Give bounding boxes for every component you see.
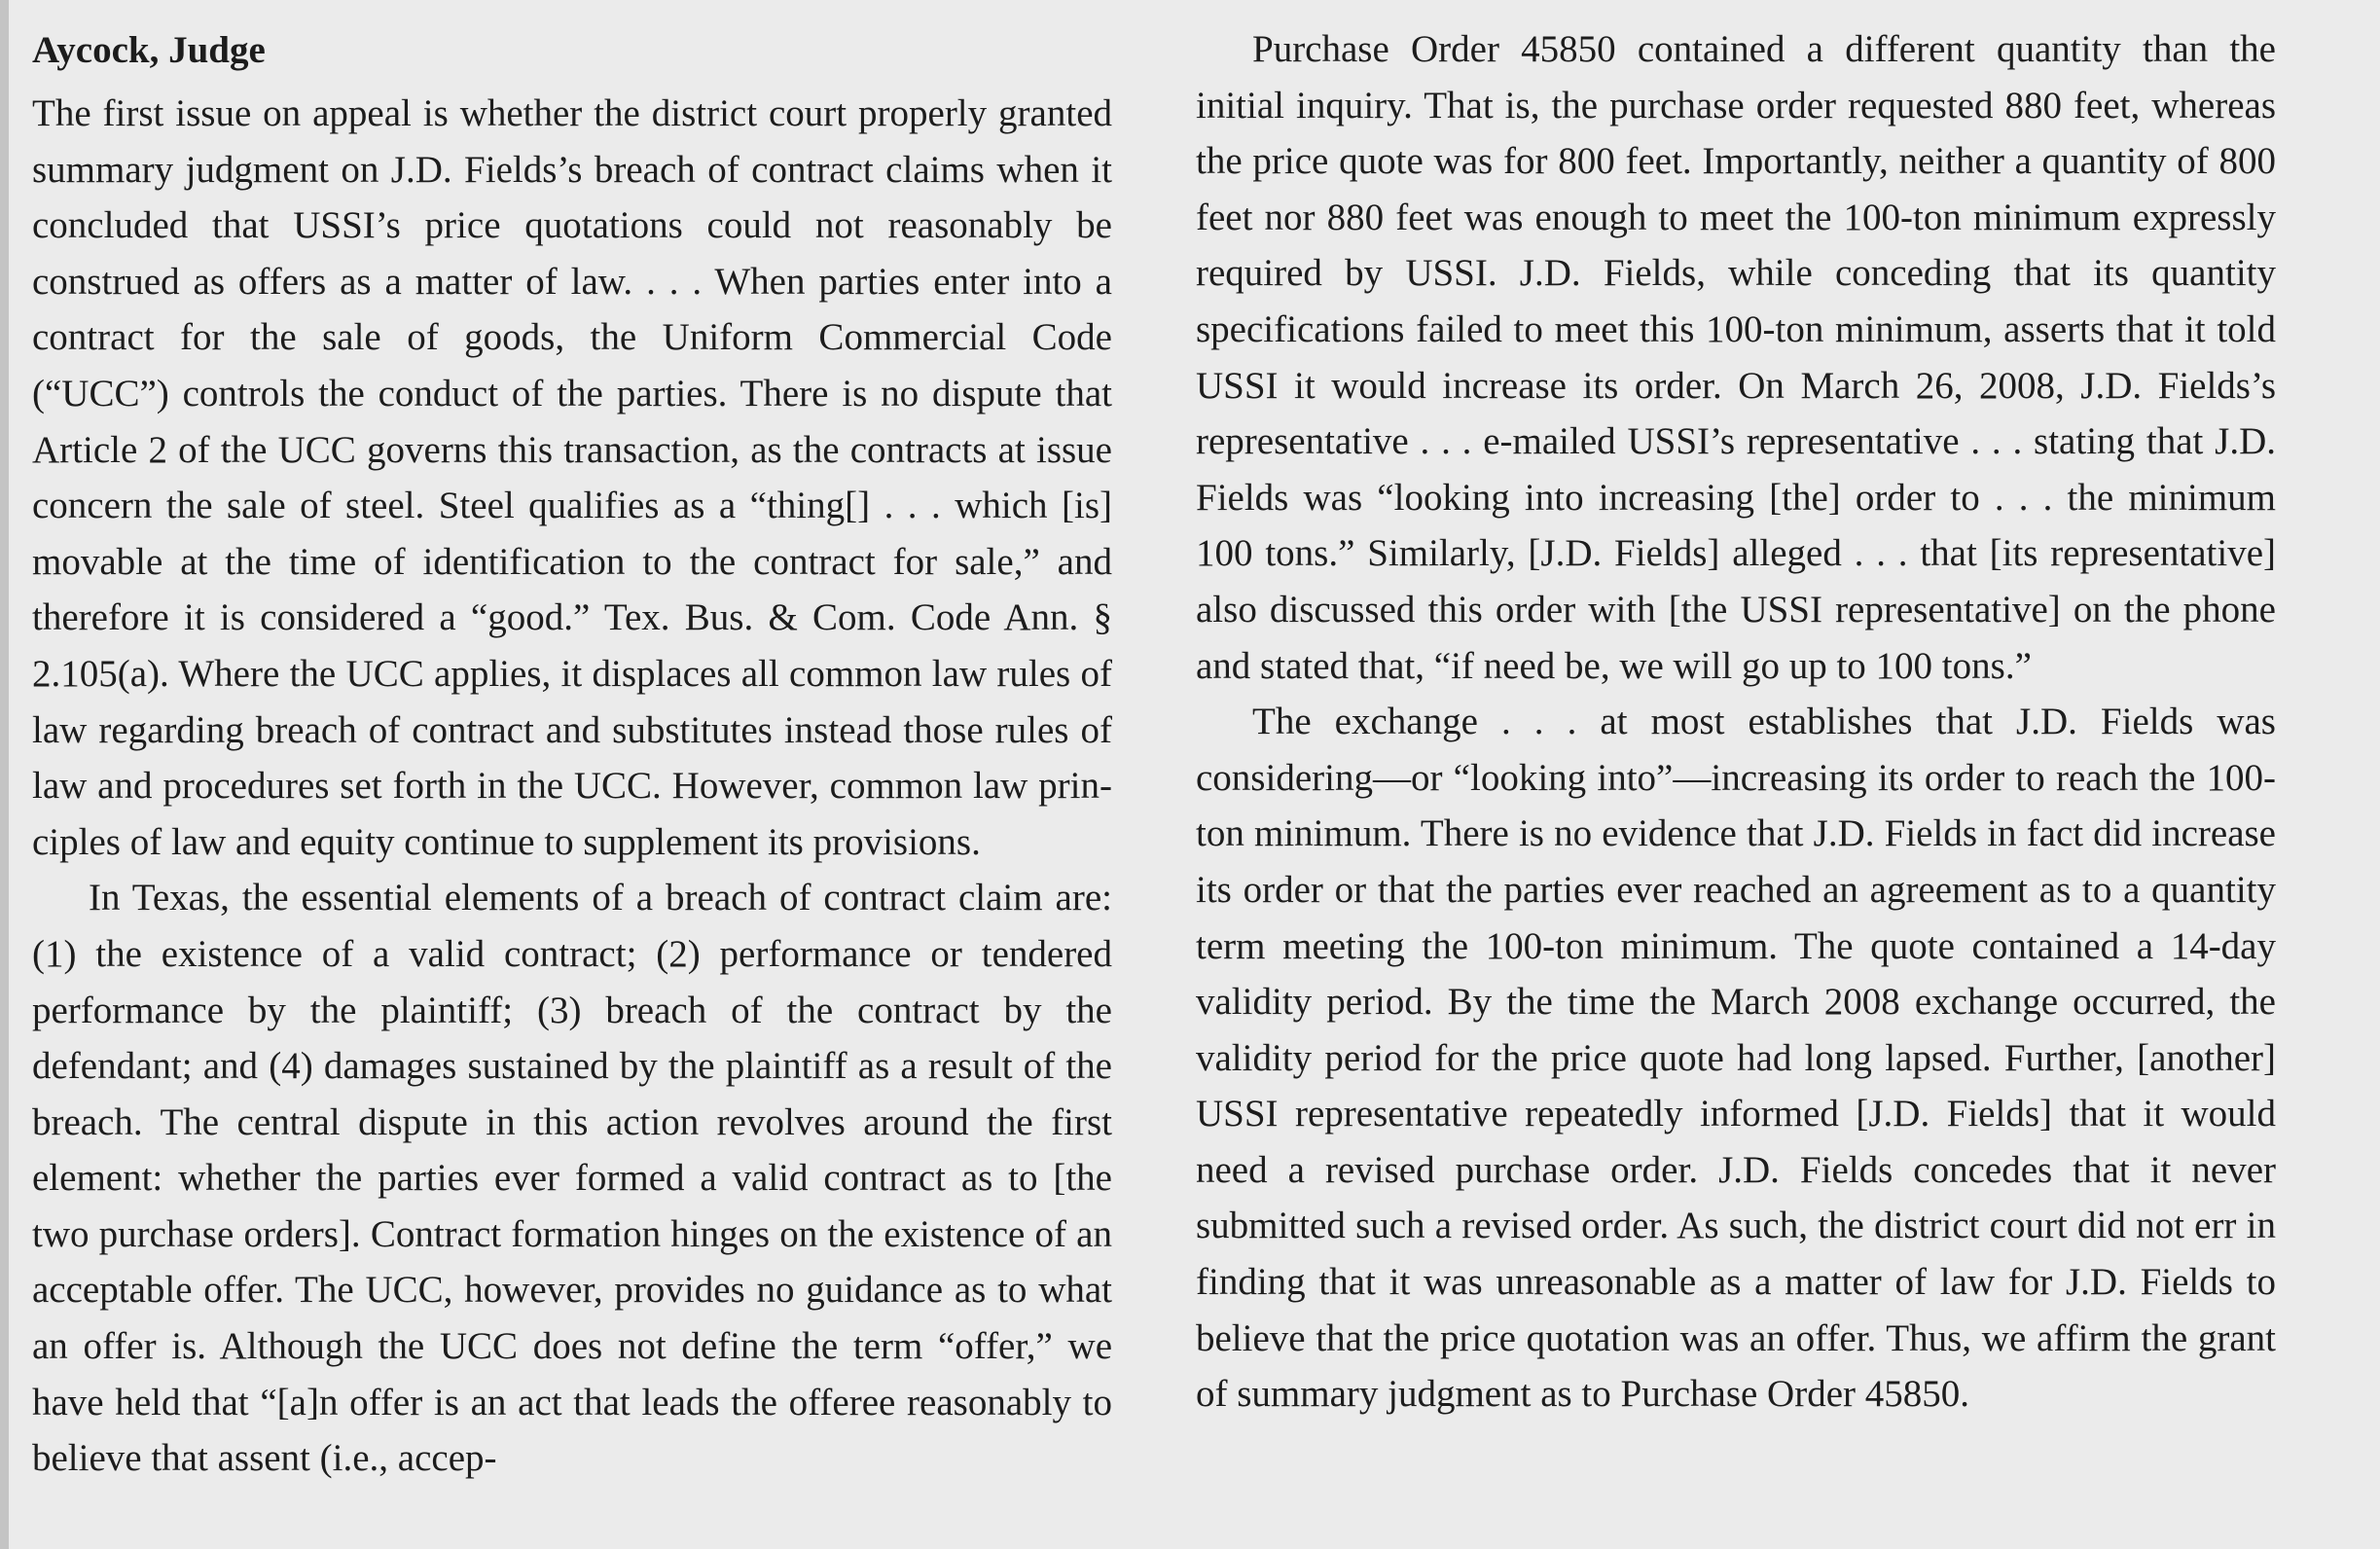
right-paragraph-2: The exchange . . . at most establishes that J.D. Fields was considering—or “looking into”—increasing its order to reach the 100-ton minimum. There is no evidence that J.D. Fields in fact did increase its order or that the parties ever reached an agreement as to a quantity term meeting the 100-ton minimum. The quote contained a 14-day validity period. By the time the March 2008 exchange occurred, the validity period for the price quote had long lapsed. Further, [another] USSI representative repeatedly informed [J.D. Fields] that it would need a revised purchase order. J.D. Fields concedes that it never submitted such a revised order. As such, the district court did not err in finding that it was unreasonable as a matter of law for J.D. Fields to believe that the price quotation was an offer. Thus, we affirm the grant of summary judgment as to Purchase Order 45850. <box>1196 701 2276 1416</box>
left-paragraph-1: The first issue on appeal is whether the district court properly granted summary judgment on J.D. Fields’s breach of contract claims when it concluded that USSI’s price quotations could not reasonably be construed as offers as a matter of law. . . . When parties enter into a contract for the sale of goods, the Uniform Commercial Code (“UCC”) controls the conduct of the parties. There is no dispute that Article 2 of the UCC governs this transaction, as the contracts at issue concern the sale of steel. Steel qualifies as a “thing[] . . . which [is] movable at the time of identification to the contract for sale,” and therefore it is considered a “good.” Tex. Bus. & Com. Code Ann. § 2.105(a). Where the UCC applies, it displaces all common law rules of law regarding breach of contract and substitutes instead those rules of law and procedures set forth in the UCC. However, common law principles of law and equity continue to supplement its provisions. <box>32 92 1112 863</box>
right-column <box>1196 21 2276 1423</box>
left-column <box>32 21 1112 1487</box>
opinion-author-heading: Aycock, Judge <box>32 29 266 71</box>
left-paragraph-2: In Texas, the essential elements of a breach of contract claim are: (1) the existence of a valid contract; (2) performance or tendered performance by the plaintiff; (3) breach of the contract by the defendant; and (4) damages sustained by the plaintiff as a result of the breach. The central dispute in this action revolves around the first element: whether the parties ever formed a valid contract as to [the two purchase orders]. Contract formation hinges on the existence of an acceptable offer. The UCC, however, provides no guidance as to what an offer is. Although the UCC does not define the term “offer,” we have held that “[a]n offer is an act that leads the offeree reasonably to believe that assent (i.e., accep- <box>32 877 1112 1480</box>
page-edge-rule <box>0 0 9 1549</box>
right-paragraph-1: Purchase Order 45850 contained a different quantity than the initial inquiry. That is, the purchase order requested 880 feet, whereas the price quote was for 800 feet. Importantly, neither a quantity of 800 feet nor 880 feet was enough to meet the 100-ton minimum expressly required by USSI. J.D. Fields, while conceding that its quantity specifications failed to meet this 100-ton minimum, asserts that it told USSI it would increase its order. On March 26, 2008, J.D. Fields’s representative . . . e-mailed USSI’s representative . . . stating that J.D. Fields was “looking into increasing [the] order to . . . the minimum 100 tons.” Similarly, [J.D. Fields] alleged . . . that [its representative] also discussed this order with [the USSI representative] on the phone and stated that, “if need be, we will go up to 100 tons.” <box>1196 28 2276 687</box>
